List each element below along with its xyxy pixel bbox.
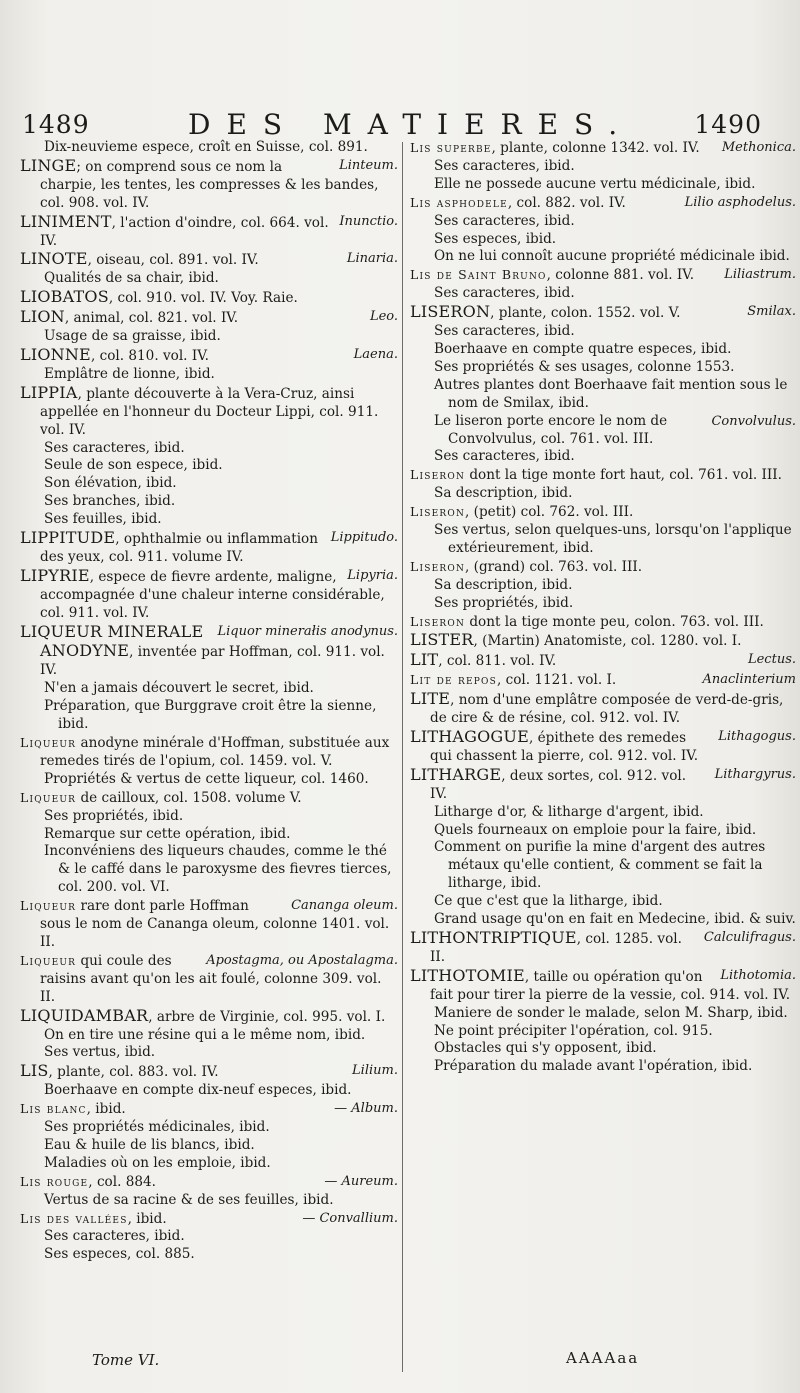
index-entry <box>20 213 398 251</box>
headword: Lis de Saint Bruno <box>410 267 547 283</box>
entry-text: , (grand) col. 763. vol. III. <box>465 558 643 575</box>
entry-text: ; on comprend sous ce nom la charpie, les tentes, les compresses & les bandes, col. 908. vol. IV. <box>40 158 379 211</box>
headword: LISERON <box>410 302 491 322</box>
entry-text: On en tire une résine qui a le même nom, ibid. <box>44 1026 366 1043</box>
headword: Liseron <box>410 558 466 574</box>
headword: LINGE <box>20 155 77 175</box>
entry-text: Son élévation, ibid. <box>44 475 177 492</box>
index-subentry <box>410 822 796 840</box>
entry-text: Boerhaave en compte quatre especes, ibid. <box>434 340 732 357</box>
entry-text: , ophthalmie ou inflammation des yeux, col. 911. volume IV. <box>40 531 318 565</box>
entry-text: Dix-neuvieme espece, croît en Suisse, col. 891. <box>44 139 368 155</box>
column-divider <box>402 142 403 1372</box>
latin-term: Apostagma, ou Apostalagma. <box>206 952 398 968</box>
index-entry <box>20 897 398 952</box>
latin-term: Liliastrum. <box>724 267 796 283</box>
entry-text: Ses propriétés & ses usages, colonne 1553. <box>434 358 735 375</box>
index-entry <box>20 1210 398 1229</box>
entry-text: Ses feuilles, ibid. <box>44 511 162 528</box>
index-subentry <box>20 698 398 734</box>
entry-text: Ses caracteres, ibid. <box>434 157 575 174</box>
headword: LIS <box>20 1061 49 1081</box>
headword: LIT <box>410 650 439 670</box>
index-entry <box>410 651 796 671</box>
entry-text: Litharge d'or, & litharge d'argent, ibid. <box>434 803 704 820</box>
latin-term: Liquor minerałis anodynus. <box>217 623 398 639</box>
latin-term: Smilax. <box>747 304 796 320</box>
headword: LITE <box>410 689 451 709</box>
latin-term: Lipyria. <box>347 567 398 583</box>
latin-term: Lippitudo. <box>330 530 398 546</box>
entry-text: , épithete des remedes qui chassent la pierre, col. 912. vol. IV. <box>430 730 699 764</box>
headword: Liseron <box>410 504 466 520</box>
signature-mark: AAAAaa <box>566 1349 640 1367</box>
headword: Liseron <box>410 467 466 483</box>
index-entry <box>410 929 796 967</box>
entry-text: , ibid. <box>127 1210 167 1227</box>
index-subentry <box>410 804 796 822</box>
index-subentry <box>410 911 796 929</box>
index-entry <box>20 1062 398 1082</box>
index-subentry <box>20 270 398 288</box>
page-header <box>0 104 800 141</box>
entry-text: Grand usage qu'on en fait en Medecine, ibid. & suiv. <box>434 911 796 928</box>
latin-term: Lithotomia. <box>720 967 796 983</box>
index-column-left <box>20 139 398 1264</box>
index-subentry <box>410 839 796 893</box>
running-title: DES MATIERES. <box>188 108 634 141</box>
entry-text: , (petit) col. 762. vol. III. <box>465 504 634 521</box>
entry-text: Usage de sa graisse, ibid. <box>44 328 221 345</box>
entry-text: On ne lui connoît aucune propriété médicinale ibid. <box>434 248 790 265</box>
entry-text: Sa description, ibid. <box>434 576 573 593</box>
index-entry <box>410 728 796 766</box>
index-subentry <box>20 1082 398 1100</box>
entry-text: Qualités de sa chair, ibid. <box>44 270 219 287</box>
entry-text: Ses caracteres, ibid. <box>434 448 575 465</box>
headword: Liseron <box>410 613 466 629</box>
headword: LIOBATOS <box>20 287 109 307</box>
entry-text: Ses propriétés, ibid. <box>44 807 184 824</box>
entry-text: Ses propriétés, ibid. <box>434 594 574 611</box>
entry-text: de cailloux, col. 1508. volume V. <box>76 789 302 806</box>
entry-text: Vertus de sa racine & de ses feuilles, ibid. <box>44 1191 334 1208</box>
headword: LITHARGE <box>410 764 502 784</box>
entry-text: Ses branches, ibid. <box>44 493 176 510</box>
index-subentry <box>410 522 796 558</box>
entry-text: , ibid. <box>86 1101 126 1118</box>
headword: LITHONTRIPTIQUE <box>410 927 577 947</box>
index-subentry <box>20 1155 398 1173</box>
index-subentry <box>20 511 398 529</box>
headword: LIPYRIE <box>20 565 90 585</box>
index-subentry <box>410 377 796 413</box>
entry-text: , plante découverte à la Vera-Cruz, ainsi appellée en l'honneur du Docteur Lippi, col. 911. vol. IV. <box>40 385 379 438</box>
index-entry <box>410 139 796 158</box>
entry-text: , plante, colonne 1342. vol. IV. <box>491 140 700 156</box>
entry-text: Ses especes, col. 885. <box>44 1246 195 1263</box>
index-entry <box>20 789 398 808</box>
entry-text: , col. 882. vol. IV. <box>507 194 626 211</box>
latin-term: Leo. <box>369 309 398 325</box>
entry-text: Ses caracteres, ibid. <box>434 323 575 340</box>
headword: LINIMENT <box>20 211 112 231</box>
index-entry <box>20 734 398 771</box>
headword: LIQUEUR MINERALE ANODYNE <box>20 621 204 661</box>
page-number-right: 1490 <box>694 110 762 139</box>
entry-text: Seule de son espece, ibid. <box>44 457 223 474</box>
entry-text: Ses especes, ibid. <box>434 230 557 247</box>
entry-text: Obstacles qui s'y opposent, ibid. <box>434 1040 657 1057</box>
entry-text: Ne point précipiter l'opération, col. 915. <box>434 1022 713 1039</box>
entry-text: Ses caracteres, ibid. <box>434 285 575 302</box>
headword: Lis blanc <box>20 1101 87 1117</box>
index-subentry <box>20 366 398 384</box>
headword: LITHOTOMIE <box>410 965 525 985</box>
index-entry <box>410 266 796 285</box>
entry-text: Eau & huile de lis blancs, ibid. <box>44 1136 255 1153</box>
entry-text: Ses vertus, ibid. <box>44 1044 156 1061</box>
index-subentry <box>20 1044 398 1062</box>
index-entry <box>20 346 398 366</box>
entry-text: , espece de fievre ardente, maligne, accompagnée d'une chaleur interne considérable, col. 911. vol. IV. <box>40 568 385 621</box>
entry-text: , plante, colon. 1552. vol. V. <box>490 305 681 322</box>
latin-term: — Album. <box>334 1101 398 1117</box>
headword: Liqueur <box>20 898 77 914</box>
entry-text: Ses caracteres, ibid. <box>434 212 575 229</box>
index-entry <box>20 308 398 328</box>
index-entry <box>20 157 398 213</box>
entry-text: , l'action d'oindre, col. 664. vol. IV. <box>40 214 329 249</box>
index-entry <box>410 194 796 213</box>
index-subentry <box>410 448 796 466</box>
entry-text: Préparation, que Burggrave croit être la sienne, ibid. <box>44 698 377 733</box>
entry-text: Maniere de sonder le malade, selon M. Sharp, ibid. <box>434 1004 788 1021</box>
index-subentry <box>410 1040 796 1058</box>
latin-term: Lilio asphodelus. <box>684 194 796 210</box>
entry-text: , plante, col. 883. vol. IV. <box>48 1064 219 1081</box>
entry-text: Ses propriétés médicinales, ibid. <box>44 1119 270 1136</box>
index-subentry <box>410 323 796 341</box>
index-subentry <box>410 213 796 231</box>
index-entry <box>410 303 796 323</box>
entry-text: Quels fourneaux on emploie pour la faire, ibid. <box>434 821 757 838</box>
entry-text: rare dont parle Hoffman sous le nom de Cananga oleum, colonne 1401. vol. II. <box>40 898 390 950</box>
index-entry <box>20 623 398 681</box>
headword: LIPPIA <box>20 382 78 402</box>
latin-term: Linteum. <box>339 157 398 173</box>
headword: Lis superbe <box>410 140 492 155</box>
headword: Lis des vallées <box>20 1210 128 1226</box>
index-entry <box>20 1100 398 1119</box>
entry-text: Sa description, ibid. <box>434 485 573 502</box>
index-subentry <box>20 457 398 475</box>
headword: LIPPITUDE <box>20 528 116 548</box>
index-subentry <box>410 577 796 595</box>
index-entry <box>410 558 796 577</box>
entry-text: , inventée par Hoffman, col. 911. vol. IV. <box>40 644 385 679</box>
index-entry <box>20 952 398 1007</box>
index-entry <box>410 466 796 485</box>
index-subentry <box>410 176 796 194</box>
latin-term: Convolvulus. <box>711 413 796 429</box>
index-subentry <box>20 771 398 789</box>
latin-term: Lithargyrus. <box>714 766 796 782</box>
entry-text: , taille ou opération qu'on fait pour tirer la pierre de la vessie, col. 914. vol. IV. <box>430 968 791 1003</box>
entry-text: , col. 811. vol. IV. <box>438 653 557 670</box>
index-subentry <box>20 843 398 897</box>
entry-text: Remarque sur cette opération, ibid. <box>44 825 291 842</box>
entry-text: , (Martin) Anatomiste, col. 1280. vol. I. <box>473 633 742 650</box>
index-subentry <box>410 1023 796 1041</box>
entry-text: Elle ne possede aucune vertu médicinale, ibid. <box>434 175 756 192</box>
index-subentry <box>410 893 796 911</box>
entry-text: , deux sortes, col. 912. vol. IV. <box>430 767 687 802</box>
entry-text: , col. 910. vol. IV. Voy. Raie. <box>108 290 298 307</box>
index-subentry <box>410 1058 796 1076</box>
entry-text: Ses caracteres, ibid. <box>44 1228 185 1245</box>
index-subentry <box>410 285 796 303</box>
index-subentry <box>20 1192 398 1210</box>
headword: Liqueur <box>20 735 77 750</box>
latin-term: Methonica. <box>721 140 796 155</box>
entry-text: Inconvéniens des liqueurs chaudes, comme le thé & le caffé dans le paroxysme des fievres tierces, col. 200. vol. VI. <box>44 843 392 896</box>
headword: Lis asphodele <box>410 194 508 210</box>
index-entry <box>410 503 796 522</box>
entry-text: Le liseron porte encore le nom de Convolvulus, col. 761. vol. III. <box>434 412 668 447</box>
index-subentry <box>20 475 398 493</box>
page-number-left: 1489 <box>22 110 90 139</box>
headword: LIQUIDAMBAR <box>20 1005 149 1025</box>
latin-term: Inunctio. <box>339 213 398 229</box>
index-subentry <box>20 1027 398 1045</box>
entry-text: qui coule des raisins avant qu'on les ait foulé, colonne 309. vol. II. <box>40 952 382 1005</box>
headword: Liqueur <box>20 952 77 968</box>
entry-text: Comment on purifie la mine d'argent des autres métaux qu'elle contient, & comment se fait la litharge, ibid. <box>434 839 766 892</box>
headword: LINOTE <box>20 249 88 269</box>
entry-text: , colonne 881. vol. IV. <box>546 267 695 284</box>
headword: Lit de repos <box>410 672 497 688</box>
latin-term: Lectus. <box>747 652 796 668</box>
index-entry <box>20 1007 398 1027</box>
index-entry <box>20 567 398 623</box>
index-subentry <box>20 1228 398 1246</box>
index-entry <box>20 1173 398 1192</box>
entry-text: Ce que c'est que la litharge, ibid. <box>434 893 663 910</box>
entry-text: , nom d'une emplâtre composée de verd-de-gris, de cire & de résine, col. 912. vol. IV. <box>430 692 784 727</box>
latin-term: — Convallium. <box>302 1210 398 1226</box>
index-subentry <box>410 595 796 613</box>
entry-text: N'en a jamais découvert le secret, ibid. <box>44 680 314 697</box>
tome-label: Tome VI. <box>92 1351 160 1369</box>
index-entry <box>20 529 398 567</box>
index-subentry <box>410 359 796 377</box>
latin-term: Linaria. <box>346 251 398 267</box>
latin-term: Lilium. <box>352 1063 398 1079</box>
entry-text: anodyne minérale d'Hoffman, substituée aux remedes tirés de l'opium, col. 1459. vol. V. <box>40 735 390 769</box>
entry-text: dont la tige monte fort haut, col. 761. vol. III. <box>465 467 782 484</box>
index-subentry <box>20 826 398 844</box>
index-subentry <box>20 808 398 826</box>
headword: Lis rouge <box>20 1173 89 1189</box>
index-subentry <box>410 231 796 249</box>
index-subentry <box>410 248 796 266</box>
index-subentry <box>410 485 796 503</box>
index-subentry <box>20 139 398 157</box>
entry-text: Boerhaave en compte dix-neuf especes, ibid. <box>44 1082 352 1099</box>
index-entry <box>410 613 796 632</box>
entry-text: , animal, col. 821. vol. IV. <box>64 310 239 327</box>
index-entry <box>20 384 398 440</box>
index-column-right <box>410 139 796 1076</box>
entry-text: , col. 1121. vol. I. <box>496 672 617 689</box>
entry-text: , col. 884. <box>88 1173 156 1190</box>
index-subentry <box>410 413 796 449</box>
headword: Liqueur <box>20 789 77 805</box>
headword: LITHAGOGUE <box>410 727 529 746</box>
index-subentry <box>20 1137 398 1155</box>
entry-text: dont la tige monte peu, colon. 763. vol. III. <box>465 613 764 630</box>
entry-text: Ses caracteres, ibid. <box>44 439 185 456</box>
index-entry <box>410 967 796 1005</box>
index-subentry <box>20 440 398 458</box>
index-entry <box>410 766 796 804</box>
index-subentry <box>410 158 796 176</box>
index-subentry <box>20 680 398 698</box>
latin-term: Lithagogus. <box>718 729 796 744</box>
latin-term: Laena. <box>353 346 398 362</box>
entry-text: , col. 810. vol. IV. <box>90 347 209 364</box>
latin-term: Anaclinterium <box>702 672 796 688</box>
index-subentry <box>20 328 398 346</box>
entry-text: Ses vertus, selon quelques-uns, lorsqu'on l'applique extérieurement, ibid. <box>434 522 792 556</box>
index-subentry <box>410 1005 796 1023</box>
headword: LION <box>20 307 65 327</box>
latin-term: Cananga oleum. <box>291 898 398 914</box>
index-entry <box>410 671 796 690</box>
entry-text: Préparation du malade avant l'opération, ibid. <box>434 1058 753 1075</box>
index-subentry <box>20 1119 398 1137</box>
entry-text: Emplâtre de lionne, ibid. <box>44 365 215 382</box>
index-subentry <box>20 1246 398 1264</box>
entry-text: , oiseau, col. 891. vol. IV. <box>87 252 259 269</box>
index-entry <box>410 690 796 728</box>
headword: LIONNE <box>20 344 91 364</box>
index-entry <box>410 631 796 651</box>
index-entry <box>20 250 398 270</box>
entry-text: Autres plantes dont Boerhaave fait mention sous le nom de Smilax, ibid. <box>434 376 788 411</box>
latin-term: Calculifragus. <box>703 929 796 945</box>
index-entry <box>20 288 398 308</box>
index-subentry <box>20 493 398 511</box>
entry-text: Maladies où on les emploie, ibid. <box>44 1154 271 1171</box>
headword: LISTER <box>410 630 474 650</box>
entry-text: , arbre de Virginie, col. 995. vol. I. <box>148 1008 386 1025</box>
latin-term: — Aureum. <box>324 1173 398 1189</box>
entry-text: Propriétés & vertus de cette liqueur, col. 1460. <box>44 770 369 787</box>
index-subentry <box>410 341 796 359</box>
entry-text: , col. 1285. vol. II. <box>430 930 682 965</box>
